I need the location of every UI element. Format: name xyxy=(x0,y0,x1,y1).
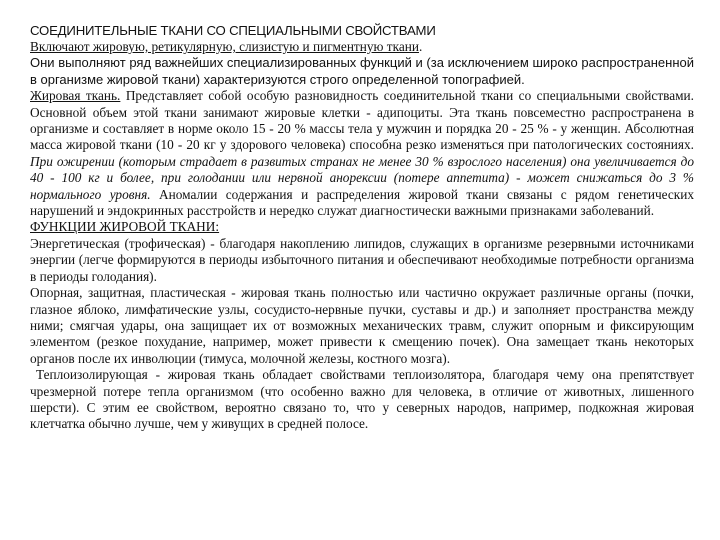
function-insulation: Теплоизолирующая - жировая ткань обладает свойствами теплоизолятора, благодаря чему она препятствует чрезмерной потере тепла организмом (что особенно важно для человека, в отличие от животных, лишенного шерсти). С этим ее свойством, вероятно связано то, что у северных народов, например, подкожная жировая клетчатка обычно лучше, чем у живущих в средней полосе. xyxy=(30,367,694,432)
section-heading: СОЕДИНИТЕЛЬНЫЕ ТКАНИ СО СПЕЦИАЛЬНЫМИ СВОЙСТВАМИ xyxy=(30,23,436,38)
intro-line xyxy=(30,39,694,55)
adipose-paragraph xyxy=(30,88,694,219)
adipose-term: Жировая ткань. xyxy=(30,88,121,104)
intro-end: . xyxy=(418,39,423,54)
function-support: Опорная, защитная, пластическая - жировая ткань полностью или частично окружает различные органы (почки, глазное яблоко, лимфатические узлы, сосудисто-нервные пучки, суставы и др.) и заполняет пространства между ними; смягчая удары, она защищает их от возможных механических травм, служит опорным и фиксирующим элементом (резкое похудание, например, может привести к смещению почек). Она замещает ткань некоторых органов после их инволюции (тимуса, молочной железы, костного мозга). xyxy=(30,285,694,366)
adipose-text-1: Представляет собой особую разновидность соединительной ткани со специальными свойствами. Основной объем этой ткани занимают жировые клетки - адипоциты. Эта ткань повсеместно распространена в организме и составляет в норме около 15 - 20 % массы тела у мужчин и порядка 20 - 25 % - у женщин. Абсолютная масса жировой ткани (10 - 20 кг у здорового человека) способна резко изменяться при патологических состояниях. xyxy=(30,88,694,153)
intro-lead: Включают жировую, ретикулярную, слизистую и пигментную ткани xyxy=(30,39,419,54)
function-energy: Энергетическая (трофическая) - благодаря накоплению липидов, служащих в организме резервными источниками энергии (легче формируются в периоды избыточного питания и обеспечивают необходимые потребности организма в периоды голодания). xyxy=(30,235,694,284)
intro-body: Они выполняют ряд важнейших специализированных функций и (за исключением широко распространенной в организме жировой ткани) характеризуются строго определенной топографией. xyxy=(30,55,694,87)
adipose-italic: При ожирении (которым страдает в развитых странах не менее 30 % взрослого населения) она увеличивается до 40 - 100 кг и более, при голодании или нервной анорексии (потере аппетита) - может снижаться до 3 % нормального уровня. xyxy=(30,153,694,202)
adipose-text-2: Аномалии содержания и распределения жировой ткани связаны с рядом генетических нарушений и эндокринных расстройств и нередко служат диагностически важными признаками заболеваний. xyxy=(30,186,694,219)
functions-heading: ФУНКЦИИ ЖИРОВОЙ ТКАНИ: xyxy=(30,219,220,235)
